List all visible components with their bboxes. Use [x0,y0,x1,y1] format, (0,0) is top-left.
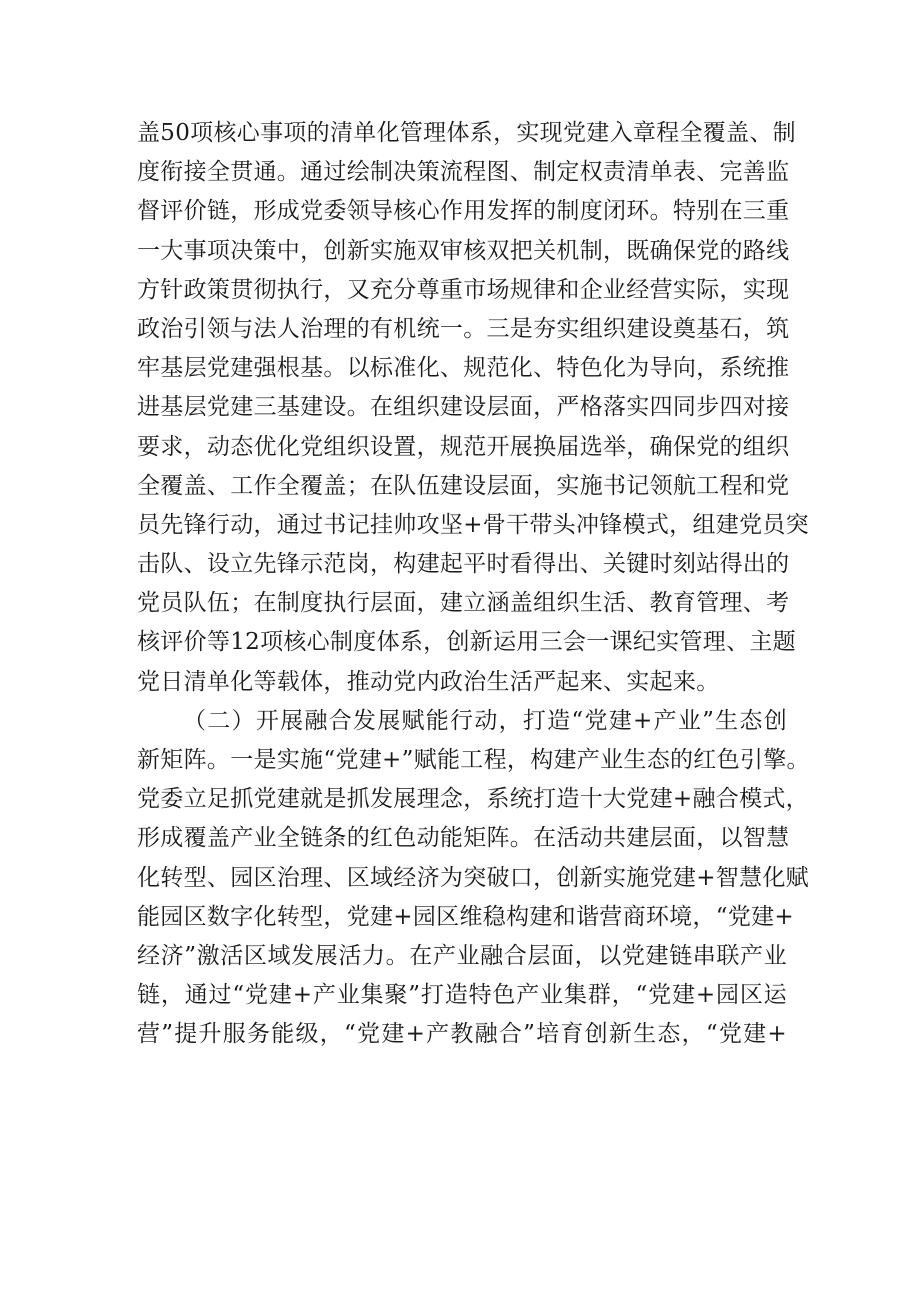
text-line: 化转型、园区治理、区域经济为突破口，创新实施党建+智慧化赋 [137,864,809,891]
text-line: 员先锋行动，通过书记挂帅攻坚+骨干带头冲锋模式，组建党员突 [137,511,809,538]
text-line: 能园区数字化转型，党建+园区维稳构建和谐营商环境，“党建+ [137,903,795,930]
text-line: 形成覆盖产业全链条的红色动能矩阵。在活动共建层面，以智慧 [137,825,790,852]
text-line: 党日清单化等载体，推动党内政治生活严起来、实起来。 [137,668,720,695]
paragraph-1 [137,114,809,702]
text-line: 核评价等12项核心制度体系，创新运用三会一课纪实管理、主题 [137,629,796,656]
text-line: 政治引领与法人治理的有机统一。三是夯实组织建设奠基石，筑 [137,315,790,342]
text-line: 要求，动态优化党组织设置，规范开展换届选举，确保党的组织 [137,433,790,460]
text-line: 牢基层党建强根基。以标准化、规范化、特色化为导向，系统推 [137,355,790,382]
text-line: 方针政策贯彻执行，又充分尊重市场规律和企业经营实际，实现 [137,276,790,303]
section-heading-line: （二）开展融合发展赋能行动，打造“党建+产业”生态创 [183,707,787,734]
text-line: 一大事项决策中，创新实施双审核双把关机制，既确保党的路线 [137,237,790,264]
text-line: 全覆盖、工作全覆盖；在队伍建设层面，实施书记领航工程和党 [137,472,790,499]
text-line: 新矩阵。一是实施“党建+”赋能工程，构建产业生态的红色引擎。 [137,747,810,773]
text-line: 度衔接全贯通。通过绘制决策流程图、制定权责清单表、完善监 [137,159,790,186]
text-line: 链，通过“党建+产业集聚”打造特色产业集群，“党建+园区运 [137,982,787,1009]
text-line: 经济”激活区域发展活力。在产业融合层面，以党建链串联产业 [137,942,787,969]
document-body [137,114,810,1055]
text-line: 盖50项核心事项的清单化管理体系，实现党建入章程全覆盖、制 [137,120,796,146]
text-line: 进基层党建三基建设。在组织建设层面，严格落实四同步四对接 [137,394,790,421]
text-line: 督评价链，形成党委领导核心作用发挥的制度闭环。特别在三重 [137,198,790,225]
text-line: 党委立足抓党建就是抓发展理念，系统打造十大党建+融合模式， [137,786,809,813]
text-line: 击队、设立先锋示范岗，构建起平时看得出、关键时刻站得出的 [137,551,790,578]
text-line: 营”提升服务能级，“党建+产教融合”培育创新生态，“党建+ [137,1021,787,1048]
paragraph-2 [137,702,810,1055]
text-line: 党员队伍；在制度执行层面，建立涵盖组织生活、教育管理、考 [137,590,790,617]
